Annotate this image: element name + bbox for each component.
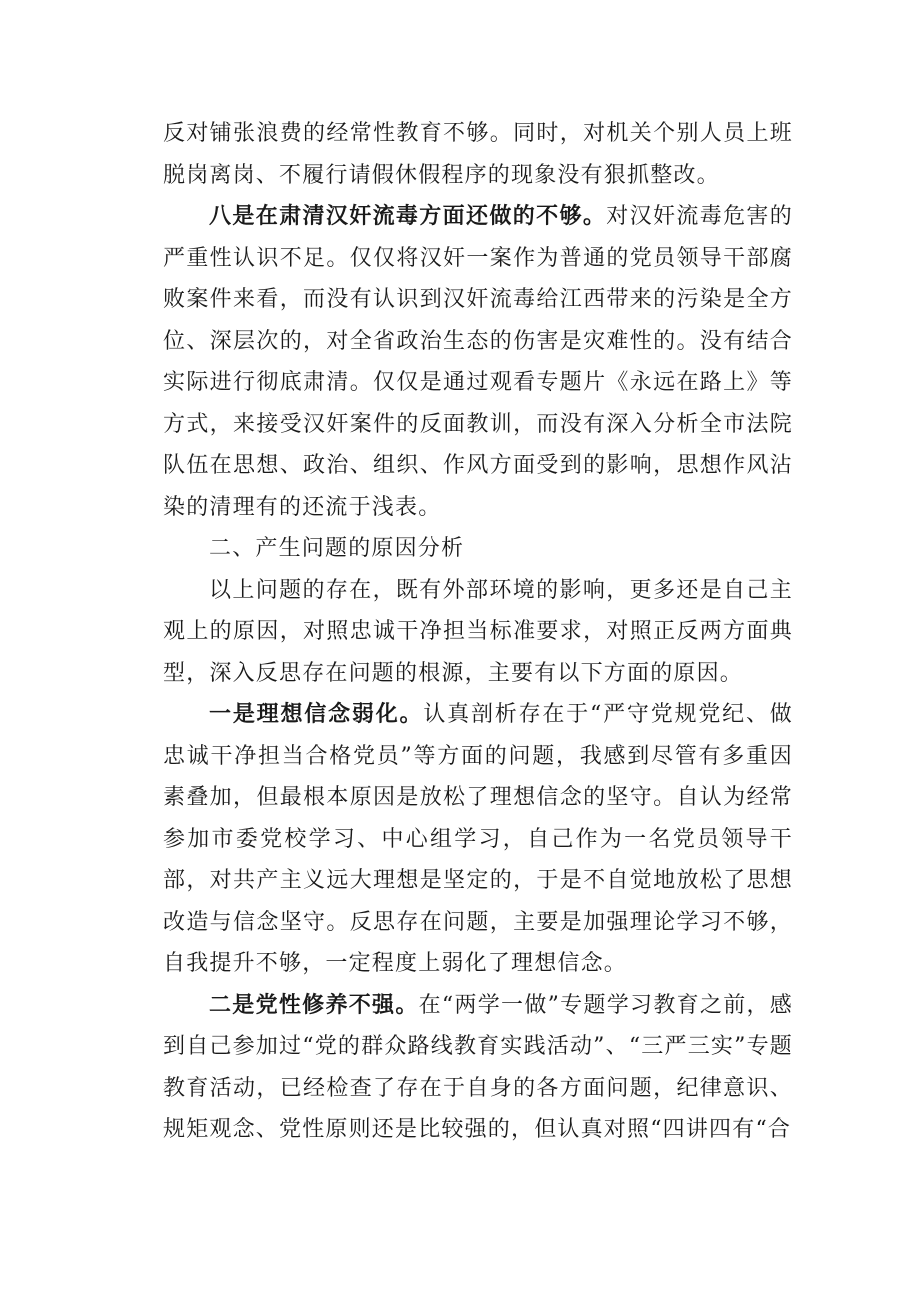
paragraph-2-lead: 八是在肃清汉奸流毒方面还做的不够。: [209, 203, 607, 229]
paragraph-3: [163, 570, 793, 695]
paragraph-3-text: 以上问题的存在，既有外部环境的影响，更多还是自己主观上的原因，对照忠诚干净担当标准要求，对照正反两方面典型，深入反思存在问题的根源，主要有以下方面的原因。: [163, 577, 793, 686]
paragraph-1-text: 反对铺张浪费的经常性教育不够。同时，对机关个别人员上班脱岗离岗、不履行请假休假程序的现象没有狠抓整改。: [163, 121, 793, 188]
paragraph-5: [163, 985, 793, 1151]
paragraph-5-text: 在“两学一做”专题学习教育之前，感到自己参加过“党的群众路线教育实践活动”、“三严三实”专题教育活动，已经检查了存在于自身的各方面问题，纪律意识、规矩观念、党性原则还是比较强的，但认真对照“四讲四有“合: [163, 992, 793, 1142]
paragraph-4: [163, 694, 793, 985]
paragraph-1: [163, 113, 793, 196]
document-body: [163, 113, 793, 1151]
paragraph-4-lead: 一是理想信念弱化。: [209, 701, 424, 727]
section-heading: 二、产生问题的原因分析: [209, 536, 465, 561]
paragraph-2-text: 对汉奸流毒危害的严重性认识不足。仅仅将汉奸一案作为普通的党员领导干部腐败案件来看，而没有认识到汉奸流毒给江西带来的污染是全方位、深层次的，对全省政治生态的伤害是灾难性的。没有结合实际进行彻底肃清。仅仅是通过观看专题片《永远在路上》等方式，来接受汉奸案件的反面教训，而没有深入分析全市法院队伍在思想、政治、组织、作风方面受到的影响，思想作风沾染的清理有的还流于浅表。: [163, 204, 793, 520]
paragraph-5-lead: 二是党性修养不强。: [209, 991, 419, 1018]
paragraph-4-text: 认真剖析存在于“严守党规党纪、做忠诚干净担当合格党员”等方面的问题，我感到尽管有多重因素叠加，但最根本原因是放松了理想信念的坚守。自认为经常参加市委党校学习、中心组学习，自己作为一名党员领导干部，对共产主义远大理想是坚定的，于是不自觉地放松了思想改造与信念坚守。反思存在问题，主要是加强理论学习不够，自我提升不够，一定程度上弱化了理想信念。: [163, 702, 793, 976]
paragraph-2: [163, 196, 793, 528]
